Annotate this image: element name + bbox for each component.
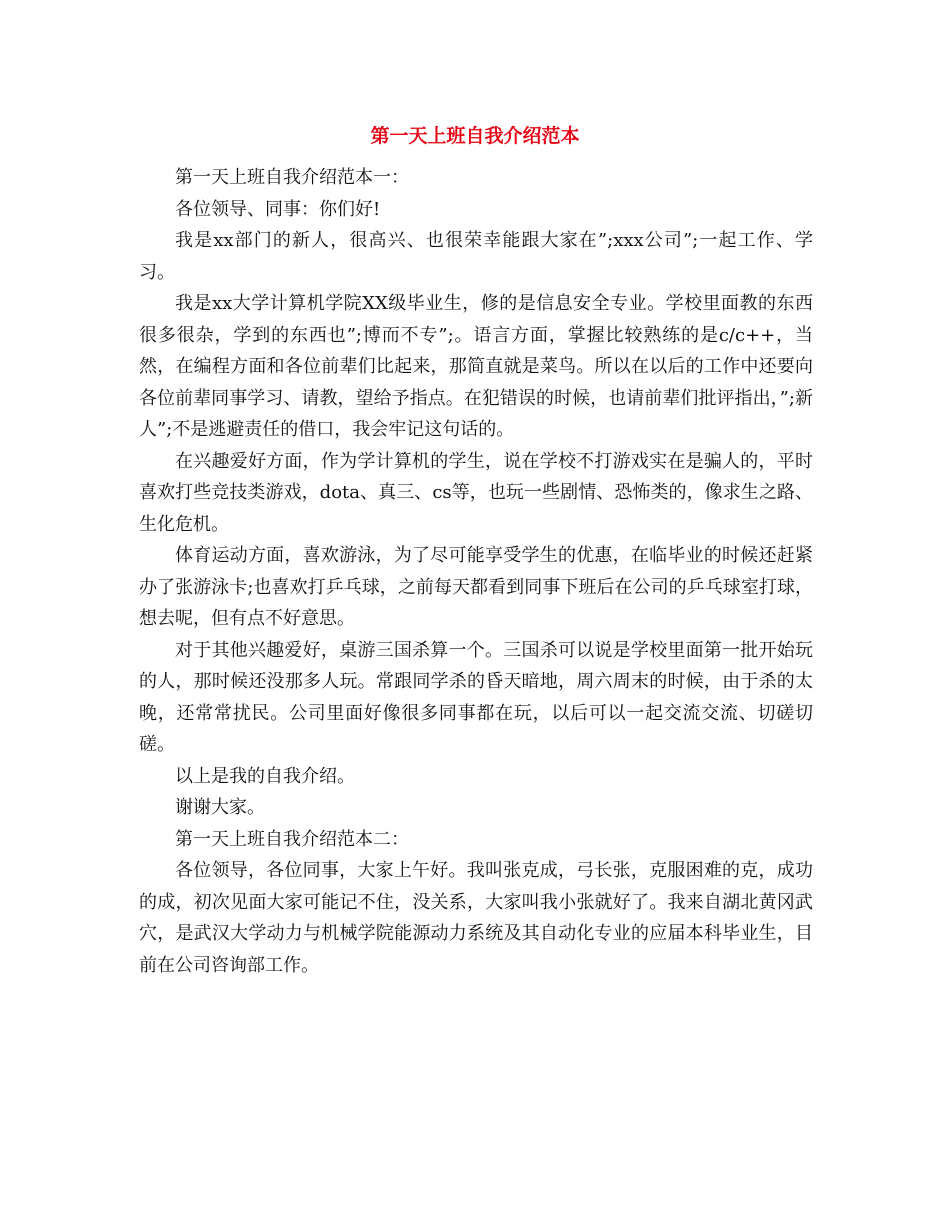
paragraph-hobbies-games: 在兴趣爱好方面，作为学计算机的学生，说在学校不打游戏实在是骗人的，平时喜欢打些竞技类游戏，dota、真三、cs等，也玩一些剧情、恐怖类的，像求生之路、生化危机。: [139, 450, 813, 535]
paragraph-thanks: 谢谢大家。: [175, 797, 265, 818]
paragraph-greeting: 各位领导、同事：你们好!: [175, 198, 381, 220]
paragraph-sample-two-heading: 第一天上班自我介绍范本二：: [175, 828, 409, 850]
paragraph-hobbies-sports: 体育运动方面，喜欢游泳，为了尽可能享受学生的优惠，在临毕业的时候还赶紧办了张游泳卡;也喜欢打乒乓球，之前每天都看到同事下班后在公司的乒乓球室打球，想去呢，但有点不好意思。: [139, 545, 813, 629]
paragraph-sample-two-body: 各位领导，各位同事，大家上午好。我叫张克成，弓长张，克服困难的克，成功的成，初次见面大家可能记不住，没关系，大家叫我小张就好了。我来自湖北黄冈武穴，是武汉大学动力与机械学院能源动力系统及其自动化专业的应届本科毕业生，目前在公司咨询部工作。: [139, 860, 813, 976]
document-body: [139, 162, 813, 981]
document-title: 第一天上班自我介绍范本: [370, 125, 580, 147]
paragraph-education: 我是xx大学计算机学院XX级毕业生，修的是信息安全专业。学校里面教的东西很多很杂，学到的东西也”;博而不专”;。语言方面，掌握比较熟练的是c/c++，当然，在编程方面和各位前辈们比起来，那简直就是菜鸟。所以在以后的工作中还要向各位前辈同事学习、请教，望给予指点。在犯错误的时候，也请前辈们批评指出，”;新人”;不是逃避责任的借口，我会牢记这句话的。: [139, 293, 813, 440]
paragraph-intro: 我是xx部门的新人，很高兴、也很荣幸能跟大家在”;xxx公司”;一起工作、学习。: [139, 230, 813, 283]
paragraph-hobbies-other: 对于其他兴趣爱好，桌游三国杀算一个。三国杀可以说是学校里面第一批开始玩的人，那时候还没那多人玩。常跟同学杀的昏天暗地，周六周末的时候，由于杀的太晚，还常常扰民。公司里面好像很多同事都在玩，以后可以一起交流交流、切磋切磋。: [139, 639, 813, 755]
paragraph-closing: 以上是我的自我介绍。: [175, 765, 355, 787]
paragraph-sample-one-heading: 第一天上班自我介绍范本一：: [175, 167, 409, 188]
